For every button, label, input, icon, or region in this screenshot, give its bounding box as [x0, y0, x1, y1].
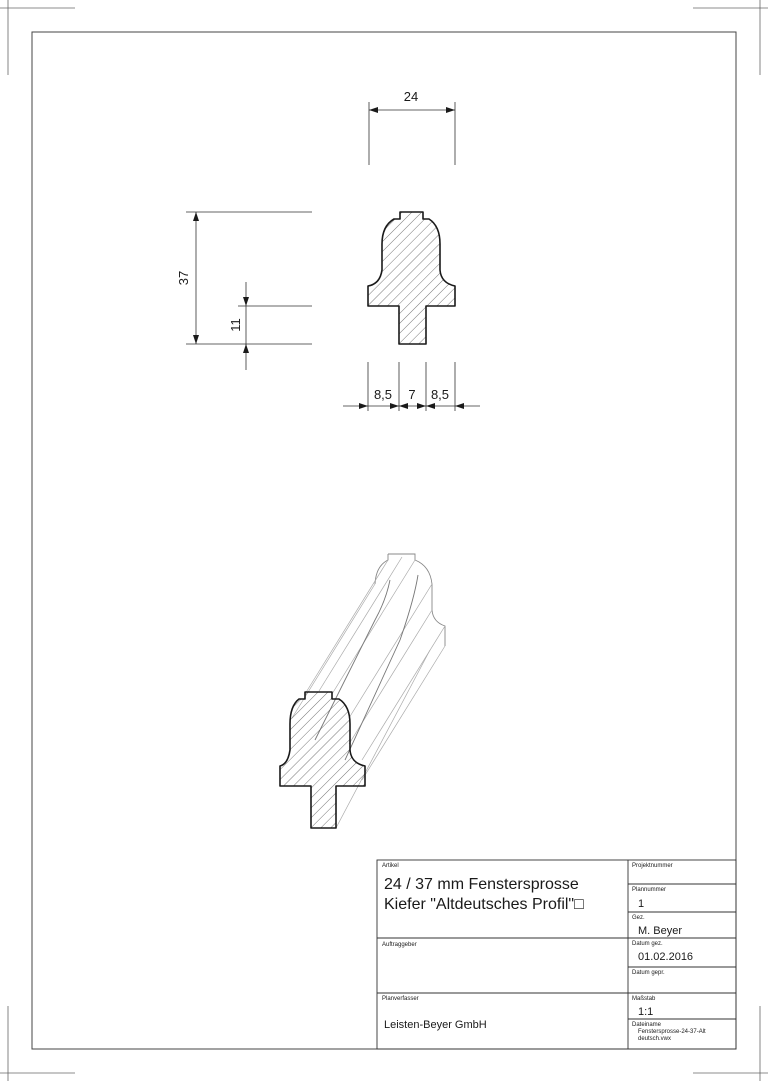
massstab-label: Maßstab — [632, 996, 656, 1002]
massstab-value: 1:1 — [638, 1006, 654, 1018]
dateiname-label: Dateiname — [632, 1022, 662, 1028]
gez-label: Gez. — [632, 915, 645, 921]
artikel-line-1: 24 / 37 mm Fenstersprosse — [384, 876, 579, 893]
artikel-label: Artikel — [382, 863, 399, 869]
plannummer-label: Plannummer — [632, 887, 667, 893]
datum-gez-value: 01.02.2016 — [638, 951, 694, 963]
datum-gepr-label: Datum gepr. — [632, 970, 665, 976]
profile-cross-section — [368, 212, 455, 344]
title-block — [377, 860, 736, 1049]
dim-tenon-height — [238, 282, 312, 370]
dim-height-total — [186, 212, 312, 344]
dim-tenon-width-text: 7 — [408, 387, 416, 402]
dateiname-line-1: Fenstersprosse-24-37-Alt — [638, 1029, 706, 1035]
planverfasser-label: Planverfasser — [382, 996, 419, 1002]
datum-gez-label: Datum gez. — [632, 941, 663, 947]
dim-left-step-text: 8,5 — [373, 387, 393, 402]
artikel-line-2: Kiefer "Altdeutsches Profil"□ — [384, 896, 584, 913]
dim-width-total-text: 24 — [403, 89, 419, 104]
dim-right-step-text: 8,5 — [430, 387, 450, 402]
projektnummer-label: Projektnummer — [632, 863, 673, 869]
gez-value: M. Beyer — [638, 925, 683, 937]
dateiname-line-2: deutsch.vwx — [638, 1036, 672, 1042]
dim-height-total-text: 37 — [176, 270, 191, 286]
dim-width-total — [369, 102, 455, 165]
auftraggeber-label: Auftraggeber — [382, 942, 417, 948]
planverfasser-value: Leisten-Beyer GmbH — [384, 1019, 487, 1031]
profile-3d-view — [280, 554, 445, 828]
plannummer-value: 1 — [638, 898, 645, 910]
dim-tenon-height-text: 11 — [228, 318, 243, 332]
